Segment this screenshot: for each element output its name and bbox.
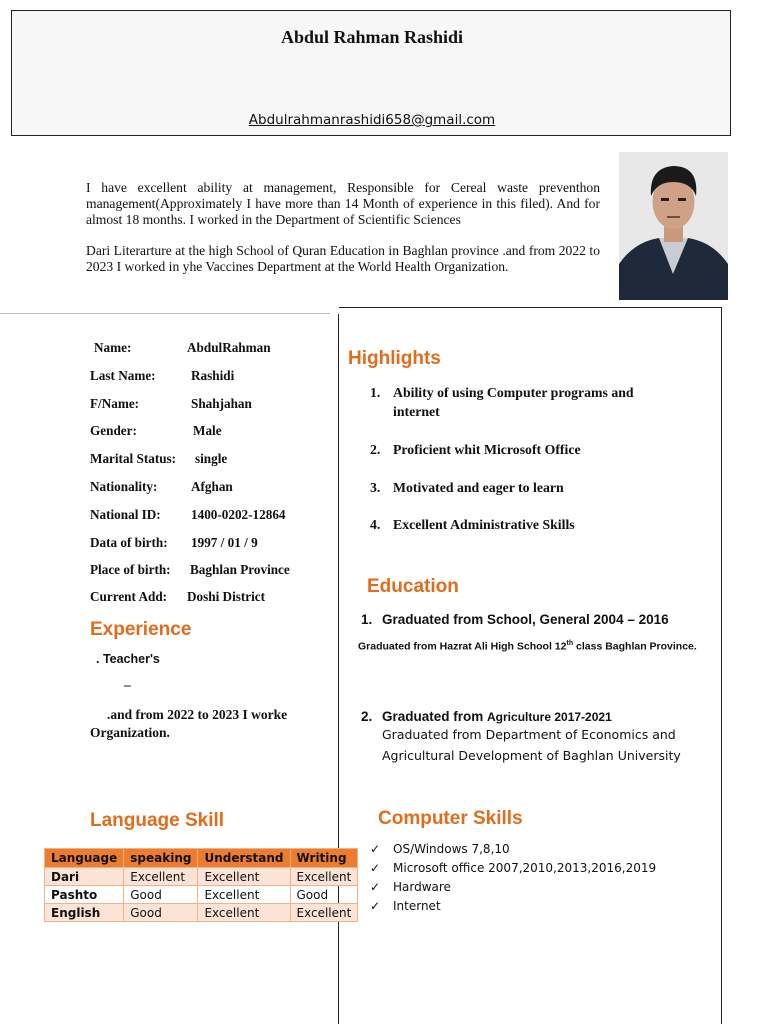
skill-text: Microsoft office 2007,2010,2013,2016,2019	[393, 861, 657, 875]
highlight-number: 2.	[370, 442, 381, 457]
table-row	[45, 868, 358, 886]
computer-skills-heading: Computer Skills	[378, 808, 523, 829]
header-box	[11, 10, 731, 136]
info-label-gender: Gender:	[90, 423, 137, 438]
skill-text: Internet	[393, 899, 441, 913]
divider-left	[0, 313, 330, 314]
skill-text: OS/Windows 7,8,10	[393, 842, 510, 856]
highlight-item	[370, 515, 690, 535]
info-value-nationality: Afghan	[191, 479, 233, 494]
table-header-cell: Writing	[290, 849, 358, 868]
info-label-father-name: F/Name:	[90, 396, 140, 411]
education-school-detail	[358, 640, 697, 653]
education-school-detail-text-2: class Baghlan Province.	[573, 640, 697, 653]
info-value-date-of-birth: 1997 / 01 / 9	[191, 535, 258, 550]
table-cell: Excellent	[198, 868, 290, 886]
check-icon: ✓	[370, 842, 381, 856]
highlight-text: Motivated and eager to learn	[393, 480, 564, 495]
education-university-desc-1: Graduated from Department of Economics and	[382, 727, 676, 742]
info-label-nationality: Nationality:	[90, 479, 158, 494]
experience-line-4: Organization.	[90, 725, 170, 740]
education-school-detail-sup: th	[566, 640, 574, 647]
highlight-number: 4.	[370, 517, 381, 532]
info-value-father-name: Shahjahan	[191, 396, 252, 411]
info-label-date-of-birth: Data of birth:	[90, 535, 168, 550]
table-header-row	[45, 849, 358, 868]
table-cell: Good	[124, 886, 198, 904]
highlight-item	[370, 478, 690, 498]
table-header-cell: Language	[45, 849, 124, 868]
highlight-text: Ability of using Computer programs and internet	[393, 385, 634, 419]
experience-line-2: –	[124, 677, 131, 692]
language-skill-heading: Language Skill	[90, 810, 225, 831]
education-university-heading-small: Agriculture 2017-2021	[487, 710, 612, 724]
table-cell: Excellent	[290, 904, 358, 922]
table-cell: Pashto	[45, 886, 124, 904]
info-value-gender: Male	[193, 423, 222, 438]
education-university-heading	[382, 709, 612, 724]
education-university-desc-2: Agricultural Development of Baghlan University	[382, 748, 681, 763]
experience-heading: Experience	[90, 619, 192, 640]
experience-line-1: . Teacher's	[96, 652, 160, 666]
summary-paragraph-1: I have excellent ability at management, Responsible for Cereal waste preventhon management(Approximately I have more than 14 Month of experience in this filed). And for almost 18 months. I worked in the Department of Scientific Sciences	[86, 180, 600, 227]
info-value-name: AbdulRahman	[187, 340, 271, 355]
highlight-item	[370, 440, 690, 460]
highlights-heading: Highlights	[348, 348, 441, 369]
highlight-number: 1.	[370, 385, 381, 400]
highlight-text: Excellent Administrative Skills	[393, 517, 575, 532]
info-label-national-id: National ID:	[90, 507, 161, 522]
table-row	[45, 886, 358, 904]
check-icon: ✓	[370, 880, 381, 894]
info-label-place-of-birth: Place of birth:	[90, 562, 171, 577]
table-cell: Excellent	[198, 904, 290, 922]
divider-right	[339, 307, 722, 308]
table-cell: Good	[124, 904, 198, 922]
education-school-detail-text: Graduated from Hazrat Ali High School 12	[358, 640, 567, 653]
highlight-item	[370, 383, 690, 423]
info-value-place-of-birth: Baghlan Province	[190, 562, 290, 577]
profile-photo	[619, 152, 728, 300]
summary-paragraph-2: Dari Literarture at the high School of Quran Education in Baghlan province .and from 2022 to 2023 I worked in yhe Vaccines Department at the World Health Organization.	[86, 243, 600, 274]
table-cell: Excellent	[290, 868, 358, 886]
highlight-number: 3.	[370, 480, 381, 495]
education-number-1: 1.	[361, 612, 373, 627]
education-heading: Education	[367, 576, 459, 597]
table-header-cell: speaking	[124, 849, 198, 868]
info-value-current-address: Doshi District	[187, 589, 266, 604]
education-number-2: 2.	[361, 709, 373, 724]
info-label-current-address: Current Add:	[90, 589, 168, 604]
email-link[interactable]: Abdulrahmanrashidi658@gmail.com	[248, 112, 496, 128]
language-table	[44, 848, 358, 922]
table-cell: English	[45, 904, 124, 922]
candidate-name: Abdul Rahman Rashidi	[280, 27, 464, 47]
check-icon: ✓	[370, 861, 381, 875]
info-label-name: Name:	[94, 340, 132, 355]
education-university-heading-text: Graduated from	[382, 709, 488, 724]
table-cell: Excellent	[124, 868, 198, 886]
info-label-last-name: Last Name:	[90, 368, 156, 383]
skill-text: Hardware	[393, 880, 451, 894]
table-cell: Excellent	[198, 886, 290, 904]
highlight-text: Proficient whit Microsoft Office	[393, 442, 581, 457]
check-icon: ✓	[370, 899, 381, 913]
right-border	[721, 307, 722, 1024]
table-cell: Good	[290, 886, 358, 904]
table-cell: Dari	[45, 868, 124, 886]
experience-line-3: .and from 2022 to 2023 I worke	[107, 707, 288, 722]
table-row	[45, 904, 358, 922]
info-value-last-name: Rashidi	[191, 368, 235, 383]
table-header-cell: Understand	[198, 849, 290, 868]
info-value-marital-status: single	[195, 451, 228, 466]
info-value-national-id: 1400-0202-12864	[191, 507, 286, 522]
education-school-heading: Graduated from School, General 2004 – 2016	[382, 612, 669, 627]
info-label-marital-status: Marital Status:	[90, 451, 177, 466]
